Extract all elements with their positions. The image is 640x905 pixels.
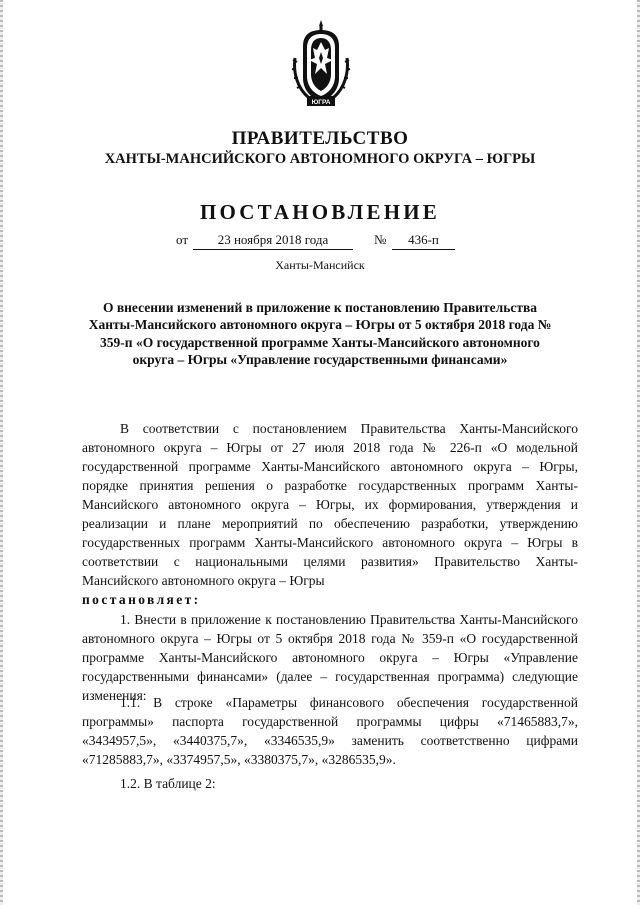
- government-subtitle: ХАНТЫ-МАНСИЙСКОГО АВТОНОМНОГО ОКРУГА – ЮГРЫ: [104, 151, 536, 167]
- paragraph-1-2: 1.2. В таблице 2:: [120, 776, 216, 791]
- government-title: ПРАВИТЕЛЬСТВО: [231, 128, 409, 149]
- coat-of-arms-icon: [289, 18, 353, 110]
- preamble-paragraph: [82, 419, 578, 609]
- document-title: О внесении изменений в приложение к постановлению Правительства Ханты-Мансийского автономного округа – Югры от 5 октября 2018 года № 359-п «О государственной программе Ханты-Мансийского автономного округа – Югры «Управление государственными финансами»: [88, 300, 552, 368]
- preamble-text: В соответствии с постановлением Правительства Ханты-Мансийского автономного округа – Югры от 27 июля 2018 года № 226-п «О модельной государственной программе Ханты-Мансийского автономного округа – Югры, порядке принятия решения о разработке государственных программ Ханты-Мансийского автономного округа – Югры, их формирования, утверждения и реализации и плане мероприятий по обеспечению разработки, утверждению государственных программ Ханты-Мансийского автономного округа – Югры в соответствии с национальными целями развития» Правительство Ханты-Мансийского автономного округа – Югры: [82, 421, 578, 588]
- decree-word: постановляет:: [82, 592, 201, 607]
- paragraph-1: 1. Внести в приложение к постановлению Правительства Ханты-Мансийского автономного округа – Югры от 5 октября 2018 года № 359-п «О государственной программе Ханты-Мансийского автономного округа – Югры «Управление государственными финансами» (далее – государственная программа) следующие изменения:: [82, 612, 578, 703]
- date-number-line: [176, 232, 476, 250]
- document-number: 436-п: [392, 232, 455, 250]
- city-name: Ханты-Мансийск: [275, 258, 365, 272]
- paragraph-1-1: 1.1. В строке «Параметры финансового обеспечения государственной программы» паспорта государственной программы цифры «71465883,7», «3434957,5», «3440375,7», «3346535,9» заменить соответственно цифрами «71285883,7», «3374957,5», «3380375,7», «3286535,9».: [82, 695, 578, 767]
- document-date: 23 ноября 2018 года: [193, 232, 353, 250]
- number-sign: №: [374, 232, 387, 247]
- document-type: ПОСТАНОВЛЕНИЕ: [199, 200, 441, 224]
- svg-text:ЮГРА: ЮГРА: [311, 99, 331, 106]
- date-prefix: от: [176, 232, 189, 247]
